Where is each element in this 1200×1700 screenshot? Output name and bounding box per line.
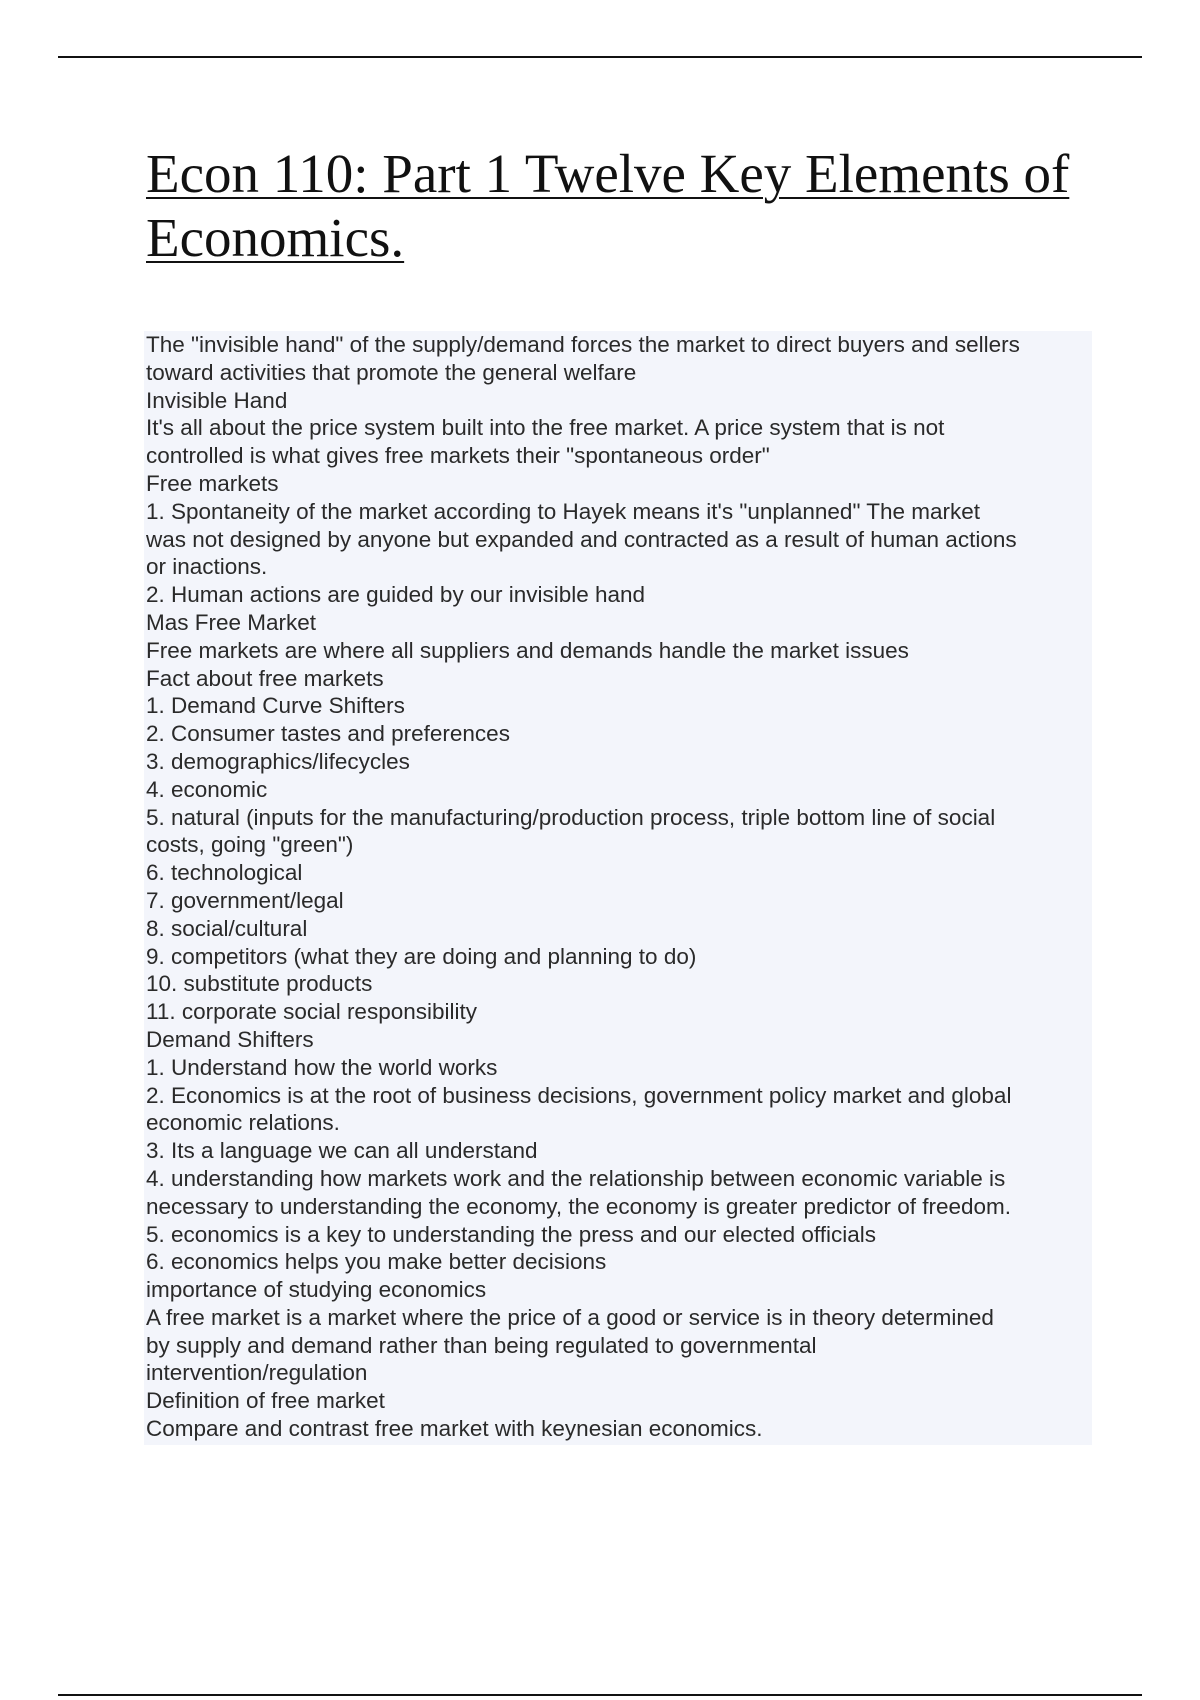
text-line: 11. corporate social responsibility [146, 999, 477, 1025]
text-line: Invisible Hand [146, 387, 288, 413]
text-line: Fact about free markets [146, 665, 384, 691]
text-line: 1. Demand Curve Shifters [146, 693, 405, 719]
text-line: Free markets are where all suppliers and demands handle the market issues [146, 637, 909, 663]
text-line: importance of studying economics [146, 1277, 487, 1303]
text-line: or inactions. [146, 554, 268, 580]
page-title [146, 142, 1106, 270]
footer-rule [58, 1694, 1142, 1696]
text-line: 3. demographics/lifecycles [146, 748, 410, 774]
text-line: Free markets [146, 470, 279, 496]
text-line: 8. social/cultural [146, 915, 308, 941]
text-line: toward activities that promote the general welfare [146, 359, 637, 385]
text-line: It's all about the price system built into the free market. A price system that is not [146, 415, 945, 441]
document-body [144, 331, 1092, 1445]
text-line: The "invisible hand" of the supply/demand forces the market to direct buyers and sellers [146, 332, 1020, 357]
text-line: necessary to understanding the economy, the economy is greater predictor of freedom. [146, 1193, 1012, 1219]
text-line: 5. economics is a key to understanding the press and our elected officials [146, 1221, 877, 1247]
text-line: 10. substitute products [146, 971, 373, 997]
page-title-text: Econ 110: Part 1 Twelve Key Elements of Economics. [146, 143, 1070, 268]
text-line: by supply and demand rather than being regulated to governmental [146, 1332, 817, 1358]
text-line: 2. Economics is at the root of business decisions, government policy market and global [146, 1082, 1012, 1108]
text-line: 1. Spontaneity of the market according to Hayek means it's "unplanned" The market [146, 498, 981, 524]
text-line: was not designed by anyone but expanded and contracted as a result of human actions [146, 526, 1017, 552]
text-line: Compare and contrast free market with keynesian economics. [146, 1416, 763, 1442]
text-line: 4. economic [146, 776, 268, 802]
text-line: 5. natural (inputs for the manufacturing/production process, triple bottom line of social [146, 804, 996, 830]
text-line: intervention/regulation [146, 1360, 368, 1386]
text-line: 2. Consumer tastes and preferences [146, 721, 510, 747]
text-line: 9. competitors (what they are doing and planning to do) [146, 943, 697, 969]
header-rule [58, 56, 1142, 58]
text-line: 4. understanding how markets work and the relationship between economic variable is [146, 1165, 1006, 1191]
text-line: 7. government/legal [146, 887, 344, 913]
text-line: Definition of free market [146, 1388, 385, 1414]
text-line: 3. Its a language we can all understand [146, 1138, 538, 1164]
text-line: economic relations. [146, 1110, 340, 1136]
text-line: controlled is what gives free markets their "spontaneous order" [146, 443, 770, 469]
text-line: costs, going "green") [146, 832, 354, 858]
text-line: 1. Understand how the world works [146, 1054, 498, 1080]
text-line: 2. Human actions are guided by our invisible hand [146, 582, 646, 608]
text-line: A free market is a market where the price of a good or service is in theory determined [146, 1304, 994, 1330]
text-line: Demand Shifters [146, 1026, 314, 1052]
text-line: 6. technological [146, 860, 303, 886]
text-line: Mas Free Market [146, 609, 317, 635]
text-line: 6. economics helps you make better decisions [146, 1249, 607, 1275]
